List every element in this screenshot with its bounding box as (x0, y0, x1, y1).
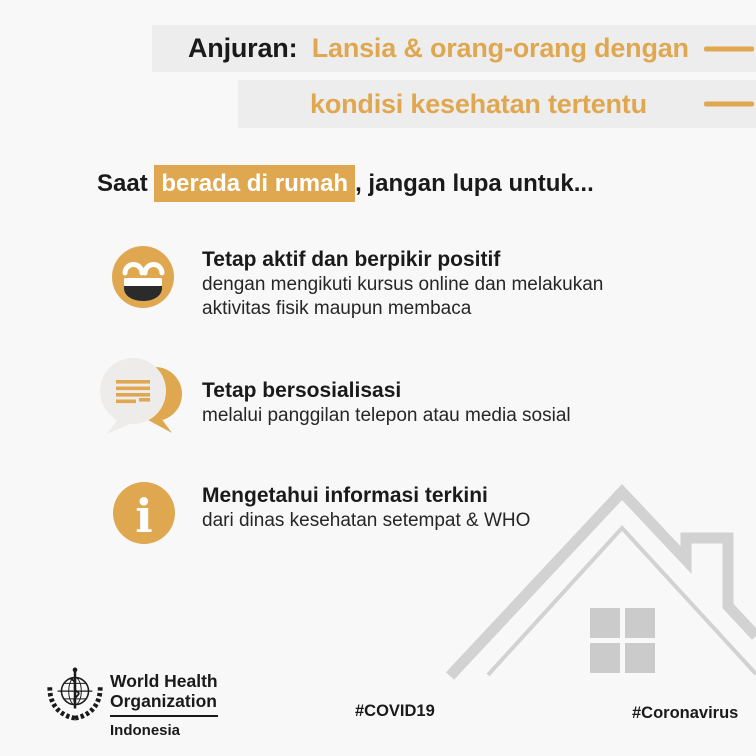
item-title: Tetap bersosialisasi (202, 379, 402, 402)
item-title: Tetap aktif dan berpikir positif (202, 248, 501, 271)
hashtag-covid19: #COVID19 (355, 702, 435, 720)
chat-bubbles-icon (98, 354, 183, 436)
who-region-label: Indonesia (110, 722, 181, 739)
item-title: Mengetahui informasi terkini (202, 484, 488, 507)
intro-suffix: , jangan lupa untuk... (355, 170, 594, 197)
who-org-line2: Organization (110, 691, 217, 711)
item-stay-active (202, 247, 647, 321)
intro-sentence (97, 170, 594, 198)
intro-highlight: berada di rumah (154, 165, 355, 202)
header-bar-1 (152, 25, 756, 72)
item-body: dari dinas kesehatan setempat & WHO (202, 510, 531, 531)
accent-dash-icon (704, 46, 754, 51)
accent-dash-icon (704, 102, 754, 107)
item-body: dengan mengikuti kursus online dan melakukan aktivitas fisik maupun membaca (202, 274, 604, 319)
item-stay-informed (202, 483, 530, 533)
intro-prefix: Saat (97, 170, 155, 197)
who-org-name (110, 671, 218, 717)
laughing-smiley-icon (112, 246, 174, 308)
who-logo-text (110, 671, 218, 739)
header-line-1 (188, 33, 689, 64)
house-window (590, 608, 655, 673)
header-line-1-accent: Lansia & orang-orang dengan (311, 33, 689, 63)
who-emblem-icon (46, 665, 104, 723)
item-stay-social (202, 378, 571, 428)
header-bar-2 (238, 80, 756, 128)
header-line-1-prefix: Anjuran: (188, 33, 298, 63)
who-org-line1: World Health (110, 671, 218, 691)
header-line-2: kondisi kesehatan tertentu (310, 88, 647, 119)
svg-text:i: i (135, 489, 153, 543)
info-icon (113, 482, 175, 544)
item-body: melalui panggilan telepon atau media sosial (202, 405, 571, 426)
hashtag-coronavirus: #Coronavirus (632, 704, 739, 722)
